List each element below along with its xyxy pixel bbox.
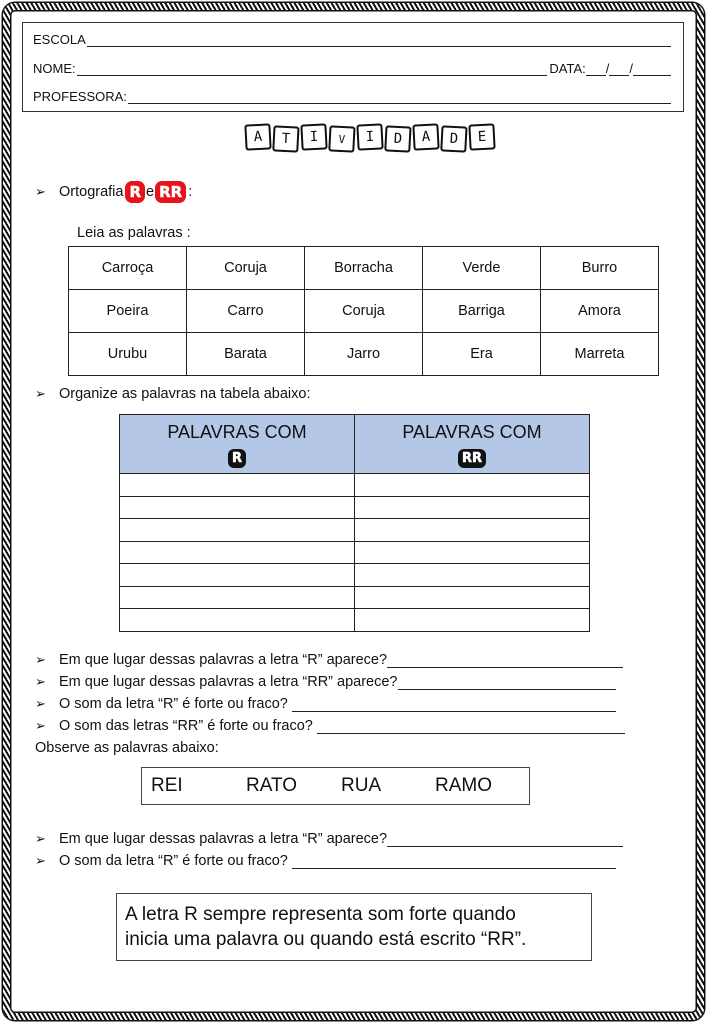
question-text: O som da letra “R” é forte ou fraco? [59,696,288,712]
words-table [68,246,659,376]
answer-cell-r[interactable] [120,474,355,497]
badge-r: R [126,182,144,202]
table-row [120,586,590,609]
note-line: A letra R sempre representa som forte quando [125,904,516,925]
instruction-text: Organize as palavras na tabela abaixo: [59,386,311,402]
teacher-row [33,89,671,104]
answer-cell-rr[interactable] [355,519,590,542]
column-header-text: PALAVRAS COM [167,422,307,442]
title-letter: T [272,125,299,152]
column-header-rr [355,415,590,474]
word-cell: Jarro [305,333,423,376]
question-item [35,853,616,869]
answer-cell-rr[interactable] [355,496,590,519]
column-header-r [120,415,355,474]
question-item [35,652,623,668]
badge-r: R [229,450,245,467]
conjunction: e [146,184,155,200]
answer-cell-r[interactable] [120,541,355,564]
word-cell: Barriga [423,290,541,333]
section-heading-ortografia [35,182,192,202]
table-row [69,247,659,290]
r-word: RUA [341,775,382,796]
table-row [120,564,590,587]
word-cell: Burro [541,247,659,290]
question-item [35,674,616,690]
answer-line[interactable] [292,697,616,712]
answer-line[interactable] [292,854,616,869]
title-letter: I [356,123,383,150]
question-text: Em que lugar dessas palavras a letra “RR” aparece? [59,674,398,690]
table-row [69,333,659,376]
observe-label: Observe as palavras abaixo: [35,740,219,756]
name-field[interactable] [77,63,548,76]
word-cell: Coruja [187,247,305,290]
date-label: DATA: [549,61,586,76]
answer-cell-r[interactable] [120,564,355,587]
word-cell: Marreta [541,333,659,376]
school-field[interactable] [87,34,671,47]
word-cell: Poeira [69,290,187,333]
arrow-bullet-icon: ➢ [35,184,46,199]
date-month-field[interactable] [609,63,629,76]
table-row [69,290,659,333]
table-row [120,496,590,519]
answer-line[interactable] [317,719,625,734]
table-row [120,474,590,497]
arrow-bullet-icon: ➢ [35,674,46,689]
word-cell: Verde [423,247,541,290]
answer-line[interactable] [387,653,623,668]
table-header-row [120,415,590,474]
title-letter: D [384,125,411,152]
word-cell: Coruja [305,290,423,333]
date-year-field[interactable] [633,63,671,76]
date-separator: / [605,61,610,76]
answer-cell-r[interactable] [120,586,355,609]
word-cell: Carro [187,290,305,333]
answer-cell-r[interactable] [120,519,355,542]
answer-cell-r[interactable] [120,609,355,632]
rule-note-box [116,893,592,961]
student-info-box [22,22,684,112]
question-text: O som da letra “R” é forte ou fraco? [59,853,288,869]
arrow-bullet-icon: ➢ [35,718,46,733]
answer-line[interactable] [398,675,616,690]
title-letter: D [440,125,467,152]
answer-cell-rr[interactable] [355,474,590,497]
school-label: ESCOLA [33,32,86,47]
organize-table [119,414,590,632]
teacher-label: PROFESSORA: [33,89,127,104]
activity-title [245,124,495,150]
arrow-bullet-icon: ➢ [35,831,46,846]
badge-rr: RR [156,182,185,202]
table-row [120,519,590,542]
arrow-bullet-icon: ➢ [35,853,46,868]
title-letter: V [328,125,355,152]
badge-rr: RR [459,450,485,467]
question-item [35,831,623,847]
name-label: NOME: [33,61,76,76]
colon: : [188,184,193,200]
question-item [35,696,616,712]
date-separator: / [629,61,633,76]
school-row [33,32,671,47]
name-row [33,61,671,76]
section-title: Ortografia [59,184,124,200]
teacher-field[interactable] [128,91,671,104]
title-letter: A [412,123,439,150]
word-cell: Amora [541,290,659,333]
r-word: REI [151,775,183,796]
title-letter: A [244,123,271,150]
arrow-bullet-icon: ➢ [35,386,46,401]
title-letter: I [300,123,327,150]
word-cell: Barata [187,333,305,376]
column-header-text: PALAVRAS COM [402,422,542,442]
table-row [120,541,590,564]
arrow-bullet-icon: ➢ [35,696,46,711]
r-word: RATO [246,775,298,796]
answer-cell-rr[interactable] [355,609,590,632]
answer-cell-r[interactable] [120,496,355,519]
read-words-label: Leia as palavras : [77,225,191,241]
answer-cell-rr[interactable] [355,541,590,564]
question-text: Em que lugar dessas palavras a letra “R” aparece? [59,652,388,668]
date-day-field[interactable] [586,63,606,76]
word-cell: Era [423,333,541,376]
word-cell: Borracha [305,247,423,290]
answer-cell-rr[interactable] [355,586,590,609]
arrow-bullet-icon: ➢ [35,652,46,667]
question-text: O som das letras “RR” é forte ou fraco? [59,718,313,734]
question-text: Em que lugar dessas palavras a letra “R” aparece? [59,831,388,847]
r-word: RAMO [435,775,492,796]
word-cell: Carroça [69,247,187,290]
title-letter: E [468,123,495,150]
note-line: inicia uma palavra ou quando está escrito “RR”. [125,929,527,950]
word-cell: Urubu [69,333,187,376]
answer-line[interactable] [387,832,623,847]
question-item [35,718,625,734]
answer-cell-rr[interactable] [355,564,590,587]
table-row [120,609,590,632]
r-words-box [141,767,530,805]
organize-instruction [35,386,311,402]
